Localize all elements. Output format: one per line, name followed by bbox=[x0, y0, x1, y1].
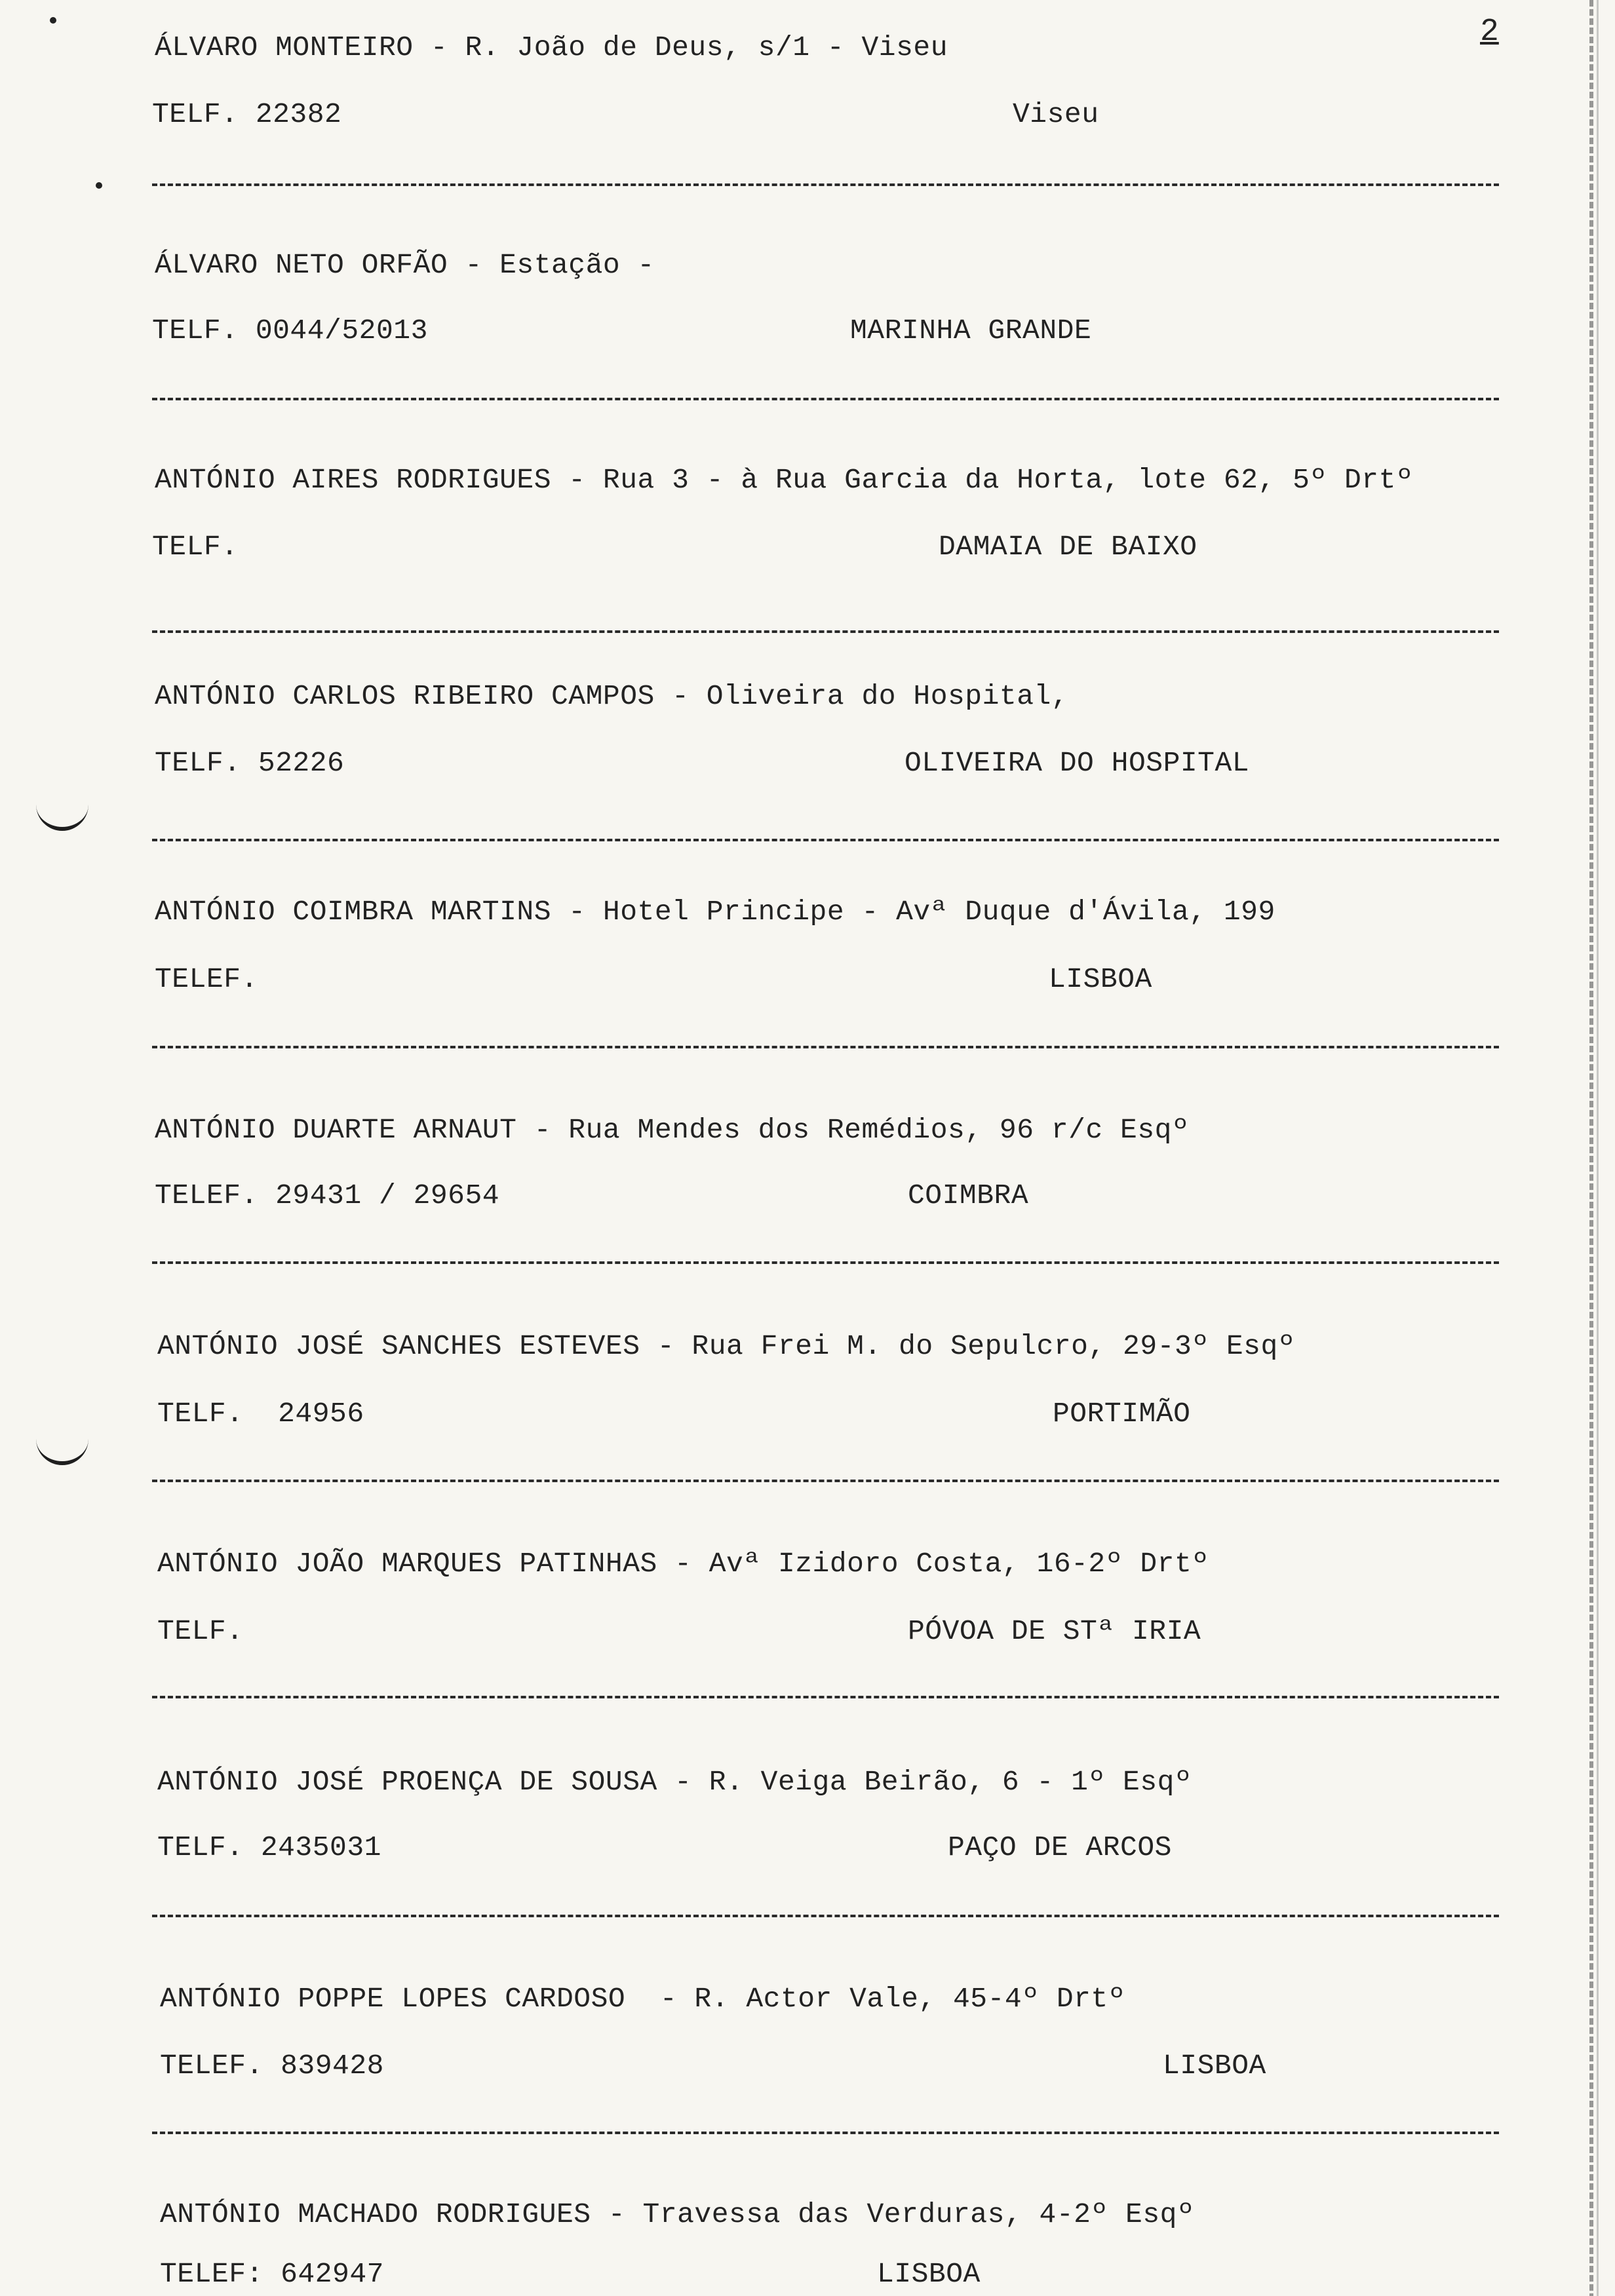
entry-telephone: TELF. 22382 bbox=[152, 98, 342, 130]
page-number: 2 bbox=[1480, 14, 1499, 50]
separator-rule bbox=[152, 2132, 1499, 2134]
entry-city: LISBOA bbox=[877, 2258, 981, 2290]
separator-rule bbox=[152, 630, 1499, 633]
separator-rule bbox=[152, 398, 1499, 400]
scan-edge-shadow bbox=[1589, 0, 1593, 2296]
separator-rule bbox=[152, 1696, 1499, 1698]
separator-rule bbox=[152, 1480, 1499, 1482]
entry-address: ANTÓNIO DUARTE ARNAUT - Rua Mendes dos Remédios, 96 r/c Esqº bbox=[155, 1114, 1190, 1146]
entry-city: PÓVOA DE STª IRIA bbox=[908, 1615, 1201, 1647]
entry-telephone: TELEF: 642947 bbox=[160, 2258, 384, 2290]
entry-telephone: TELF. bbox=[152, 531, 239, 563]
entry-telephone: TELF. bbox=[157, 1615, 244, 1647]
entry-city: Viseu bbox=[1013, 98, 1099, 130]
entry-city: DAMAIA DE BAIXO bbox=[939, 531, 1197, 563]
entry-address: ANTÓNIO POPPE LOPES CARDOSO - R. Actor Vale, 45-4º Drtº bbox=[160, 1983, 1126, 2015]
entry-city: LISBOA bbox=[1163, 2050, 1266, 2082]
separator-rule bbox=[152, 183, 1499, 186]
entry-city: PORTIMÃO bbox=[1053, 1398, 1191, 1430]
separator-rule bbox=[152, 1261, 1499, 1264]
entry-city: COIMBRA bbox=[908, 1179, 1029, 1212]
ink-speck bbox=[96, 182, 102, 189]
entry-telephone: TELEF. 29431 / 29654 bbox=[155, 1179, 500, 1212]
entry-telephone: TELEF. bbox=[155, 963, 258, 995]
binder-hole-mark bbox=[36, 1435, 88, 1465]
entry-address: ANTÓNIO CARLOS RIBEIRO CAMPOS - Oliveira do Hospital, bbox=[155, 680, 1069, 712]
scan-edge-line bbox=[1597, 0, 1599, 2296]
binder-hole-mark bbox=[36, 801, 88, 831]
entry-city: MARINHA GRANDE bbox=[850, 315, 1092, 347]
entry-telephone: TELF. 24956 bbox=[157, 1398, 364, 1430]
entry-address: ANTÓNIO JOÃO MARQUES PATINHAS - Avª Izidoro Costa, 16-2º Drtº bbox=[157, 1548, 1209, 1580]
separator-rule bbox=[152, 839, 1499, 841]
entry-telephone: TELEF. 839428 bbox=[160, 2050, 384, 2082]
entry-address: ANTÓNIO JOSÉ SANCHES ESTEVES - Rua Frei M. do Sepulcro, 29-3º Esqº bbox=[157, 1330, 1296, 1362]
entry-telephone: TELF. 0044/52013 bbox=[152, 315, 428, 347]
entry-telephone: TELF. 52226 bbox=[155, 747, 345, 779]
entry-address: ANTÓNIO JOSÉ PROENÇA DE SOUSA - R. Veiga Beirão, 6 - 1º Esqº bbox=[157, 1766, 1192, 1798]
entry-address: ANTÓNIO MACHADO RODRIGUES - Travessa das Verduras, 4-2º Esqº bbox=[160, 2198, 1195, 2230]
ink-speck bbox=[50, 17, 56, 24]
separator-rule bbox=[152, 1915, 1499, 1917]
entry-address: ANTÓNIO COIMBRA MARTINS - Hotel Principe - Avª Duque d'Ávila, 199 bbox=[155, 896, 1275, 928]
entry-city: LISBOA bbox=[1049, 963, 1152, 995]
entry-telephone: TELF. 2435031 bbox=[157, 1831, 381, 1864]
entry-city: OLIVEIRA DO HOSPITAL bbox=[905, 747, 1250, 779]
entry-address: ANTÓNIO AIRES RODRIGUES - Rua 3 - à Rua Garcia da Horta, lote 62, 5º Drtº bbox=[155, 464, 1414, 496]
entry-city: PAÇO DE ARCOS bbox=[948, 1831, 1172, 1864]
entry-address: ÁLVARO MONTEIRO - R. João de Deus, s/1 - Viseu bbox=[155, 31, 948, 64]
entry-address: ÁLVARO NETO ORFÃO - Estação - bbox=[155, 249, 655, 281]
separator-rule bbox=[152, 1046, 1499, 1048]
